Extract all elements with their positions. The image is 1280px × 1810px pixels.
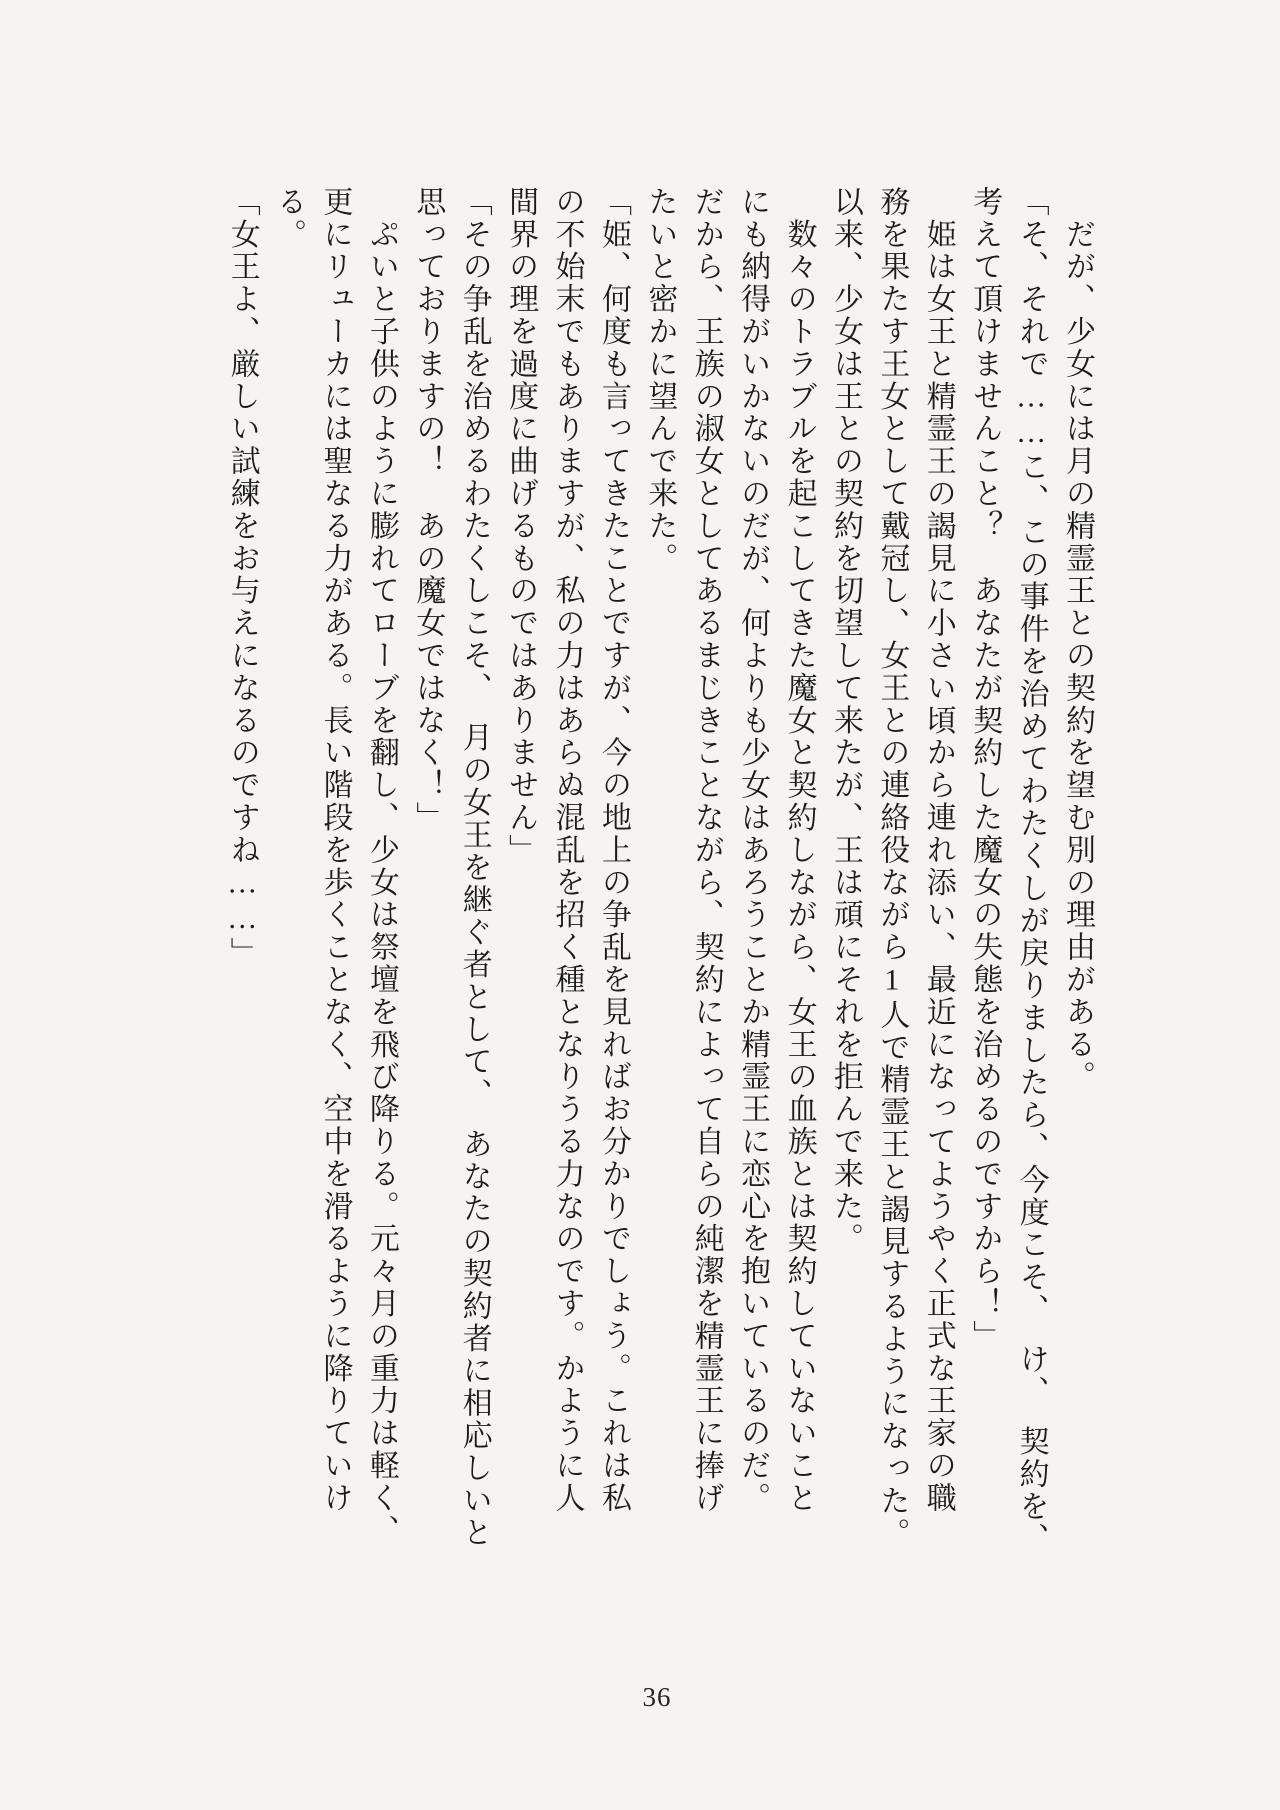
text-column: 数々のトラブルを起こしてきた魔女と契約しながら、女王の血族とは契約していないこと — [782, 186, 816, 1515]
text-column: 務を果たす王女として戴冠し、女王との連絡役ながら1人で精霊王と謁見するようになった。 — [875, 186, 909, 1550]
text-columns — [218, 186, 1100, 1626]
text-column: 姫は女王と精霊王の謁見に小さい頃から連れ添い、最近になってようやく正式な王家の職 — [921, 186, 955, 1515]
text-column: 考えて頂けませんこと？ あなたが契約した魔女の失態を治めるのですから！」 — [968, 186, 1002, 1353]
text-column: たいと密かに望んで来た。 — [643, 186, 677, 575]
text-column: だが、少女には月の精霊王との契約を望む別の理由がある。 — [1061, 186, 1094, 1094]
text-column: る。 — [272, 186, 306, 251]
page-number: 36 — [642, 1682, 672, 1712]
text-column: 更にリューカには聖なる力がある。長い階段を歩くことなく、空中を滑るように降りていけ — [318, 186, 352, 1515]
text-column: 「その争乱を治めるわたくしこそ、 月の女王を継ぐ者として、 あなたの契約者に相応しいと — [457, 186, 491, 1550]
text-column: 「そ、それで……こ、この事件を治めてわたくしが戻りましたら、今度こそ、 け、 契約を、 — [1014, 186, 1048, 1556]
text-column: 以来、少女は王との契約を切望して来たが、王は頑にそれを拒んで来た。 — [828, 186, 862, 1256]
text-column: だから、王族の淑女としてあるまじきことながら、契約によって自らの純潔を精霊王に捧げ — [689, 186, 723, 1515]
text-column: の不始末でもありますが、私の力はあらぬ混乱を招く種となりうる力なのです。かように人 — [550, 186, 584, 1515]
text-column: ぷいと子供のように膨れてローブを翻し、少女は祭壇を飛び降りる。元々月の重力は軽く、 — [364, 186, 398, 1547]
text-column: 思っておりますの！ あの魔女ではなく！」 — [411, 186, 445, 834]
text-column: 「姫、何度も言ってきたことですが、今の地上の争乱を見ればお分かりでしょう。これは私 — [596, 186, 630, 1515]
text-column: 間界の理を過度に曲げるものではありません」 — [504, 186, 538, 867]
text-column: にも納得がいかないのだが、何よりも少女はあろうことか精霊王に恋心を抱いているのだ。 — [736, 186, 770, 1515]
text-column: 「女王よ、厳しい試練をお与えになるのですね……」 — [225, 186, 259, 970]
